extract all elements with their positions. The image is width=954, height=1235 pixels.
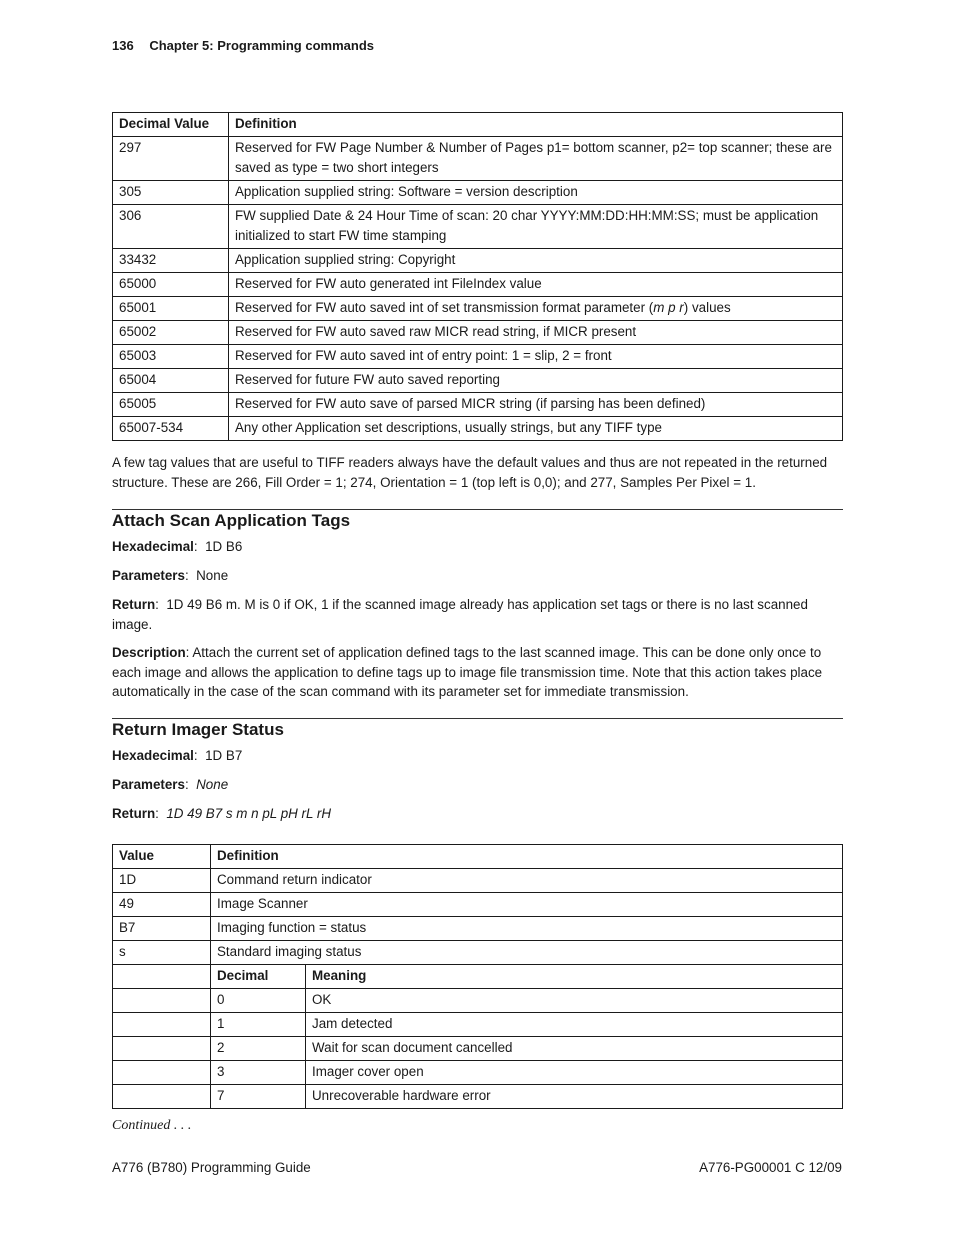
column-header: Definition	[211, 845, 843, 869]
field-value: None	[196, 568, 229, 583]
page-number: 136	[112, 38, 134, 53]
footer-title: A776 (B780) Programming Guide	[112, 1160, 311, 1175]
parameter-names: m p r	[653, 300, 684, 315]
field-value: Attach the current set of application defined tags to the last scanned image. This can be done only once to each image and allows the application to define tags up to image file transmission time. Note that this action takes place automatically in the case of the scan command with its parameter set for immediate transmission.	[112, 645, 823, 699]
cell-decimal: 1	[211, 1013, 306, 1037]
field-label: Description	[112, 645, 186, 660]
sub-column-header: Decimal	[211, 965, 306, 989]
table-row	[113, 941, 843, 965]
empty-cell	[113, 1085, 211, 1109]
field-label: Return	[112, 597, 156, 612]
cell-definition: Application supplied string: Software = version description	[229, 181, 843, 205]
table-row	[113, 249, 843, 273]
sub-column-header: Meaning	[306, 965, 843, 989]
cell-definition: Any other Application set descriptions, usually strings, but any TIFF type	[229, 417, 843, 441]
field-value: 1D B7	[205, 748, 243, 763]
cell-value: s	[113, 941, 211, 965]
cell-decimal: 0	[211, 989, 306, 1013]
cell-meaning: Unrecoverable hardware error	[306, 1085, 843, 1109]
cell-value: 65000	[113, 273, 229, 297]
cell-value: 65001	[113, 297, 229, 321]
cell-meaning: OK	[306, 989, 843, 1013]
column-header: Value	[113, 845, 211, 869]
chapter-title: Chapter 5: Programming commands	[149, 38, 374, 53]
table-row	[113, 917, 843, 941]
table-row	[113, 297, 843, 321]
cell-decimal: 3	[211, 1061, 306, 1085]
cell-meaning: Imager cover open	[306, 1061, 843, 1085]
empty-cell	[113, 965, 211, 989]
table-row	[113, 181, 843, 205]
status-table	[112, 844, 843, 1109]
table-header-row	[113, 845, 843, 869]
section-title-status: Return Imager Status	[112, 720, 284, 739]
cell-value: 65004	[113, 369, 229, 393]
cell-value: 65003	[113, 345, 229, 369]
cell-definition: Reserved for future FW auto saved reporting	[229, 369, 843, 393]
table-row	[113, 205, 843, 249]
cell-definition: Application supplied string: Copyright	[229, 249, 843, 273]
cell-definition: Reserved for FW Page Number & Number of Pages p1= bottom scanner, p2= top scanner; these are saved as type = two short integers	[229, 137, 843, 181]
status-return: Return: 1D 49 B7 s m n pL pH rL rH	[112, 806, 332, 821]
table-header-row	[113, 113, 843, 137]
cell-value: 65002	[113, 321, 229, 345]
tiff-note: A few tag values that are useful to TIFF readers always have the default values and thus are not repeated in the returned structure. These are 266, Fill Order = 1; 274, Orientation = 1 (top left is 0,0); and 277, Samples Per Pixel = 1.	[112, 455, 828, 490]
cell-definition: Reserved for FW auto saved raw MICR read string, if MICR present	[229, 321, 843, 345]
cell-decimal: 7	[211, 1085, 306, 1109]
definition-text: ) values	[683, 300, 731, 315]
cell-definition: Command return indicator	[211, 869, 843, 893]
cell-definition: Image Scanner	[211, 893, 843, 917]
attach-return: Return: 1D 49 B6 m. M is 0 if OK, 1 if the scanned image already has application set tags or there is no last scanned image.	[112, 597, 808, 632]
table-row	[113, 393, 843, 417]
cell-value: 65007-534	[113, 417, 229, 441]
table-row	[113, 417, 843, 441]
field-label: Return	[112, 806, 156, 821]
cell-value: 33432	[113, 249, 229, 273]
cell-definition: Reserved for FW auto save of parsed MICR string (if parsing has been defined)	[229, 393, 843, 417]
table-row	[113, 321, 843, 345]
sub-row	[113, 1013, 843, 1037]
cell-definition: Reserved for FW auto saved int of entry point: 1 = slip, 2 = front	[229, 345, 843, 369]
cell-definition: FW supplied Date & 24 Hour Time of scan: 20 char YYYY:MM:DD:HH:MM:SS; must be application initialized to start FW time stamping	[229, 205, 843, 249]
cell-value: 306	[113, 205, 229, 249]
cell-value: 65005	[113, 393, 229, 417]
section-title-attach: Attach Scan Application Tags	[112, 511, 351, 530]
empty-cell	[113, 1037, 211, 1061]
empty-cell	[113, 1013, 211, 1037]
cell-meaning: Wait for scan document cancelled	[306, 1037, 843, 1061]
table-row	[113, 137, 843, 181]
table-row	[113, 369, 843, 393]
attach-parameters: Parameters: None	[112, 568, 229, 583]
cell-definition: Reserved for FW auto generated int FileIndex value	[229, 273, 843, 297]
footer-doc-id: A776-PG00001 C 12/09	[699, 1160, 842, 1175]
cell-decimal: 2	[211, 1037, 306, 1061]
table-row	[113, 273, 843, 297]
table-row	[113, 345, 843, 369]
sub-header-row	[113, 965, 843, 989]
table-row	[113, 893, 843, 917]
field-value: 1D 49 B6 m. M is 0 if OK, 1 if the scanned image already has application set tags or there is no last scanned image.	[112, 597, 808, 632]
cell-definition	[229, 297, 843, 321]
sub-row	[113, 1061, 843, 1085]
field-value: 1D 49 B7 s m n pL pH rL rH	[166, 806, 332, 821]
field-label: Hexadecimal	[112, 539, 194, 554]
status-hexadecimal: Hexadecimal: 1D B7	[112, 748, 243, 763]
continued-note: Continued . . .	[112, 1118, 192, 1133]
field-label: Hexadecimal	[112, 748, 194, 763]
cell-value: 49	[113, 893, 211, 917]
cell-value: B7	[113, 917, 211, 941]
field-label: Parameters	[112, 568, 185, 583]
field-label: Parameters	[112, 777, 185, 792]
cell-meaning: Jam detected	[306, 1013, 843, 1037]
tag-table	[112, 112, 843, 441]
section-divider	[112, 718, 843, 719]
cell-definition: Standard imaging status	[211, 941, 843, 965]
field-value: None	[196, 777, 229, 792]
page-header	[112, 38, 374, 53]
sub-row	[113, 1085, 843, 1109]
status-parameters: Parameters: None	[112, 777, 229, 792]
cell-value: 297	[113, 137, 229, 181]
sub-row	[113, 1037, 843, 1061]
attach-description: Description: Attach the current set of application defined tags to the last scanned image. This can be done only once to each image and allows the application to define tags up to image file transmission time. Note that this action takes place automatically in the case of the scan command with its parameter set for immediate transmission.	[112, 645, 823, 699]
cell-definition: Imaging function = status	[211, 917, 843, 941]
section-divider	[112, 509, 843, 510]
attach-hexadecimal: Hexadecimal: 1D B6	[112, 539, 243, 554]
definition-text: Reserved for FW auto saved int of set transmission format parameter (	[235, 300, 654, 315]
cell-value: 305	[113, 181, 229, 205]
empty-cell	[113, 1061, 211, 1085]
cell-value: 1D	[113, 869, 211, 893]
column-header: Definition	[229, 113, 843, 137]
sub-row	[113, 989, 843, 1013]
field-value: 1D B6	[205, 539, 243, 554]
empty-cell	[113, 989, 211, 1013]
table-row	[113, 869, 843, 893]
column-header: Decimal Value	[113, 113, 229, 137]
